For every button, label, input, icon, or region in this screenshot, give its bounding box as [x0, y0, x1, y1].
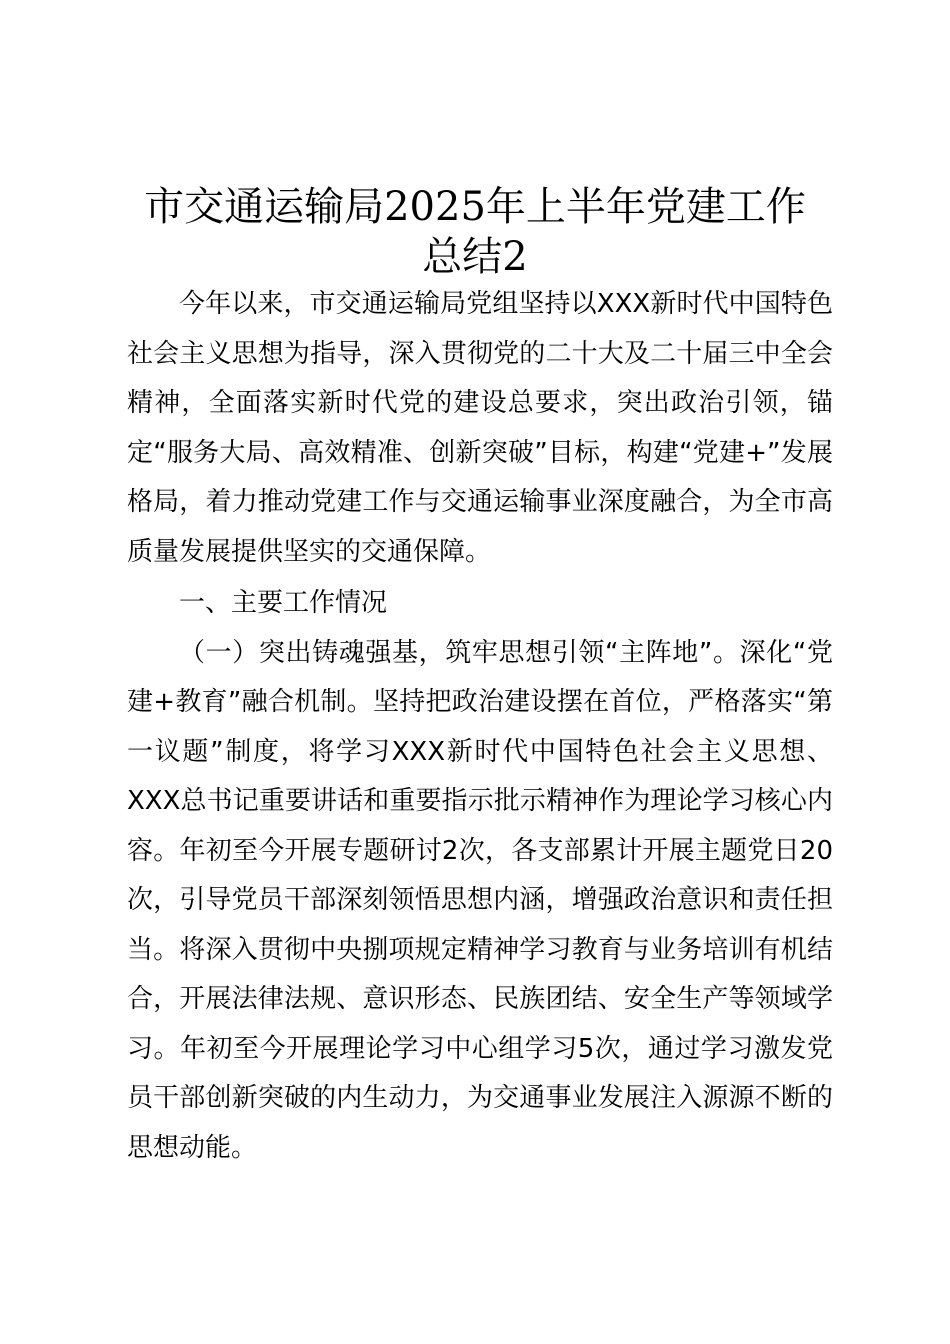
intro-paragraph: 今年以来，市交通运输局党组坚持以XXX新时代中国特色社会主义思想为指导，深入贯彻党的二十大及二十届三中全会精神，全面落实新时代党的建设总要求，突出政治引领，锚定“服务大局、高效精准、创新突破”目标，构建“党建+”发展格局，着力推动党建工作与交通运输事业深度融合，为全市高质量发展提供坚实的交通保障。 [127, 289, 833, 567]
document-title-line-1: 市交通运输局2025年上半年党建工作 [144, 184, 806, 230]
document-title-line-2: 总结2 [422, 234, 528, 280]
document-body [127, 280, 833, 1173]
body-paragraph: （一）突出铸魂强基，筑牢思想引领“主阵地”。深化“党建+教育”融合机制。坚持把政治建设摆在首位，严格落实“第一议题”制度，将学习XXX新时代中国特色社会主义思想、XXX总书记重要讲话和重要指示批示精神作为理论学习核心内容。年初至今开展专题研讨2次，各支部累计开展主题党日20次，引导党员干部深刻领悟思想内涵，增强政治意识和责任担当。将深入贯彻中央捌项规定精神学习教育与业务培训有机结合，开展法律法规、意识形态、民族团结、安全生产等领域学习。年初至今开展理论学习中心组学习5次，通过学习激发党员干部创新突破的内生动力，为交通事业发展注入源源不断的思想动能。 [127, 637, 833, 1163]
section-heading: 一、主要工作情况 [179, 588, 388, 618]
